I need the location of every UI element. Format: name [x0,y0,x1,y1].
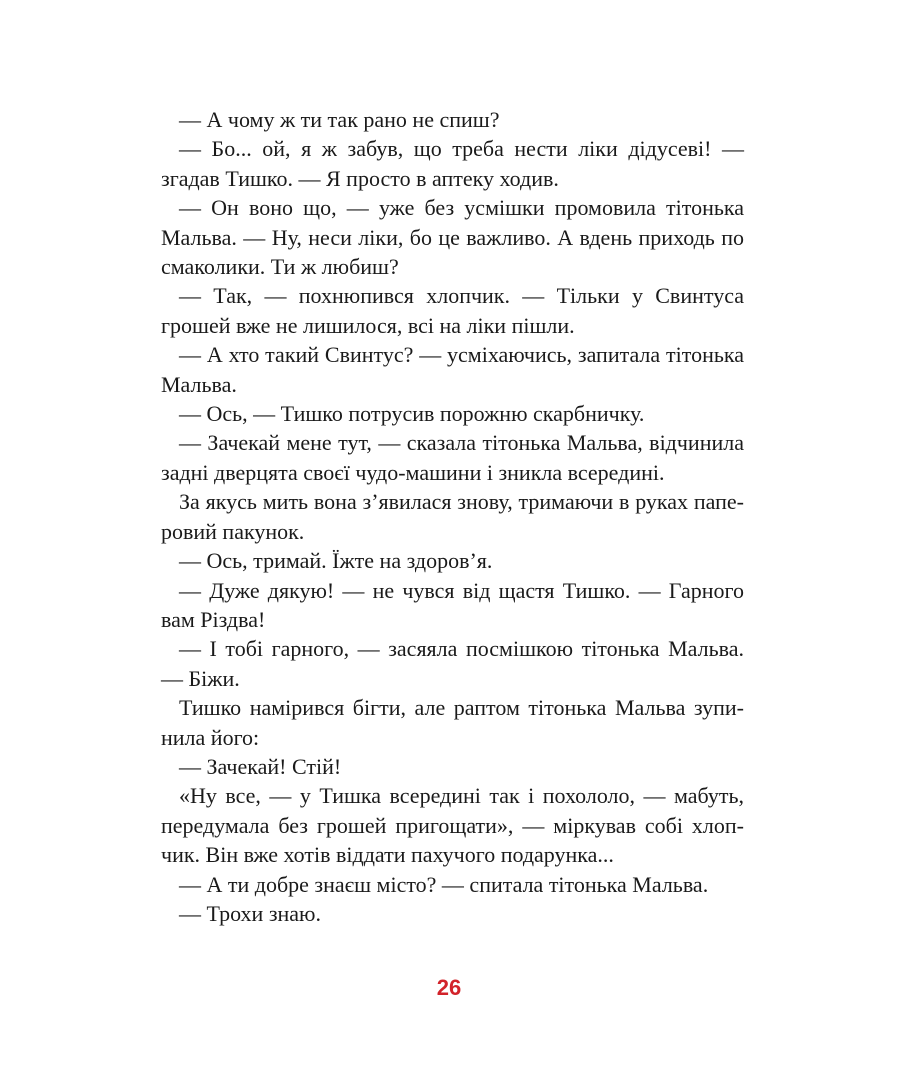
paragraph: За якусь мить вона з’явилася знову, тримаючи в руках паперовий пакунок. [161,489,744,544]
paragraph: — А чому ж ти так рано не спиш? [179,107,500,132]
paragraph: — А ти добре знаєш місто? — спитала тітонька Мальва. [179,871,709,897]
paragraph: — Дуже дякую! — не чувся від щастя Тишко. — Гарного вам Різдва! [161,577,744,632]
paragraph: — Так, — похнюпився хлопчик. — Тільки у Свинтуса грошей вже не лишилося, всі на ліки пішли. [161,283,744,338]
paragraph: — Ось, — Тишко потрусив порожню скарбничку. [179,401,645,427]
body-text [161,105,744,928]
paragraph: — Зачекай мене тут, — сказала тітонька Мальва, відчинила задні дверцята своєї чудо-машини і зникла всередині. [161,430,744,485]
paragraph: — Бо... ой, я ж забув, що треба нести ліки дідусеві! — згадав Тишко. — Я просто в аптеку ходив. [161,136,744,191]
paragraph: — Зачекай! Стій! [179,753,342,779]
paragraph: — І тобі гарного, — засяяла посмішкою тітонька Мальва. — Біжи. [161,636,744,691]
paragraph: — Он воно що, — уже без усмішки промовила тітонька Мальва. — Ну, неси ліки, бо це важливо. А вдень приходь по смаколики. Ти ж любиш? [161,195,744,280]
paragraph: — А хто такий Свинтус? — усміхаючись, запитала тітонька Мальва. [161,342,744,397]
paragraph: «Ну все, — у Тишка всередині так і похололо, — мабуть, передумала без грошей пригощати», — міркував собі хлопчик. Він вже хотів віддати пахучого подарунка... [161,783,744,868]
page-number: 26 [436,975,462,1000]
paragraph: — Ось, тримай. Їжте на здоров’я. [179,548,493,574]
paragraph: Тишко намірився бігти, але раптом тітонька Мальва зупинила його: [161,695,744,750]
paragraph: — Трохи знаю. [179,900,321,926]
